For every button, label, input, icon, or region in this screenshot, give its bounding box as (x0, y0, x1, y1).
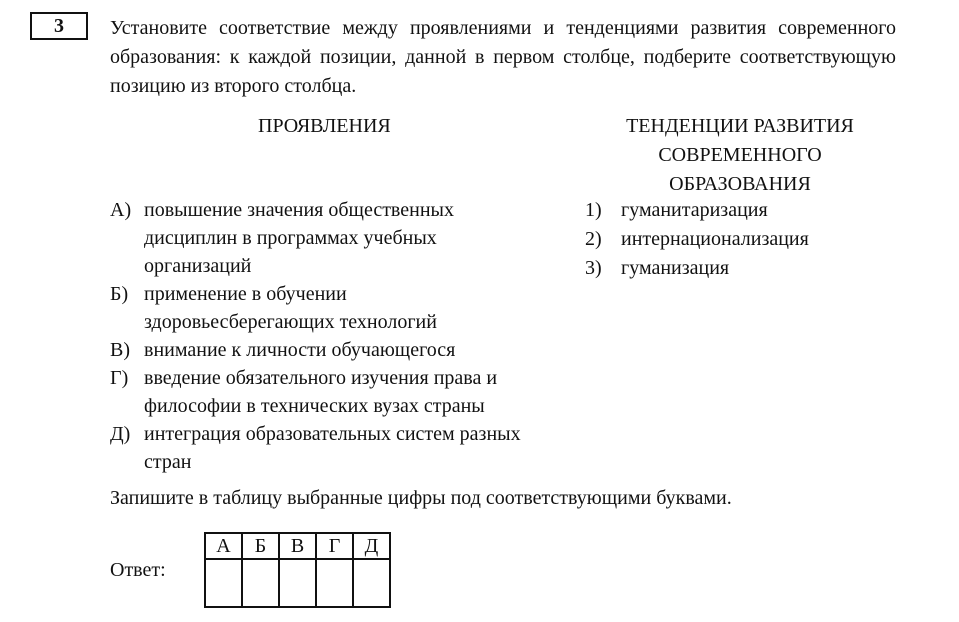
list-item (585, 254, 905, 283)
answer-header-cell: Д (353, 533, 390, 559)
item-number: 3) (585, 257, 602, 279)
item-text: применение в обучении здоровьесберегающих технологий (144, 283, 437, 333)
task-number-box (30, 12, 88, 40)
list-item (110, 196, 570, 280)
item-text: гуманитаризация (621, 199, 768, 221)
item-letter: Д) (110, 423, 131, 445)
right-heading-line: ОБРАЗОВАНИЯ (669, 173, 811, 195)
item-text: внимание к личности обучающегося (144, 339, 456, 361)
answer-header-cell: Б (242, 533, 279, 559)
item-text: интеграция образовательных систем разных стран (144, 423, 521, 473)
list-item (110, 280, 570, 336)
answer-header-cell: Г (316, 533, 353, 559)
right-heading-line: СОВРЕМЕННОГО (658, 144, 822, 166)
answer-header-cell: А (205, 533, 242, 559)
answer-header-cell: В (279, 533, 316, 559)
list-item (110, 420, 570, 476)
item-number: 2) (585, 228, 602, 250)
item-letter: Г) (110, 367, 129, 389)
item-text: введение обязательного изучения права и философии в технических вузах страны (144, 367, 498, 417)
answer-instruction: Запишите в таблицу выбранные цифры под соответствующими буквами. (110, 487, 732, 509)
task-number: 3 (54, 15, 64, 37)
answer-cell-a[interactable] (205, 559, 242, 607)
answer-cell-v[interactable] (279, 559, 316, 607)
right-heading-line: ТЕНДЕНЦИИ РАЗВИТИЯ (626, 115, 854, 137)
item-letter: Б) (110, 283, 129, 305)
left-column-heading: ПРОЯВЛЕНИЯ (258, 115, 391, 137)
answer-cell-g[interactable] (316, 559, 353, 607)
item-number: 1) (585, 199, 602, 221)
tendencies-list (585, 196, 905, 283)
list-item (585, 196, 905, 225)
item-text: повышение значения общественных дисциплин в программах учебных организаций (144, 199, 454, 277)
list-item (110, 336, 570, 364)
list-item (110, 364, 570, 420)
answer-cell-d[interactable] (353, 559, 390, 607)
answer-label: Ответ: (110, 559, 166, 581)
list-item (585, 225, 905, 254)
item-text: интернационализация (621, 228, 809, 250)
answer-header-row (205, 533, 390, 559)
item-letter: А) (110, 199, 132, 221)
task-instruction: Установите соответствие между проявлениями и тенденциями развития современного образования: к каждой позиции, данной в первом столбце, подберите соответствующую позицию из второго столбца. (110, 17, 896, 97)
answer-table (204, 532, 391, 608)
item-text: гуманизация (621, 257, 730, 279)
answer-cell-b[interactable] (242, 559, 279, 607)
item-letter: В) (110, 339, 130, 361)
answer-input-row (205, 559, 390, 607)
right-column-heading (580, 112, 900, 199)
manifestations-list (110, 196, 570, 476)
